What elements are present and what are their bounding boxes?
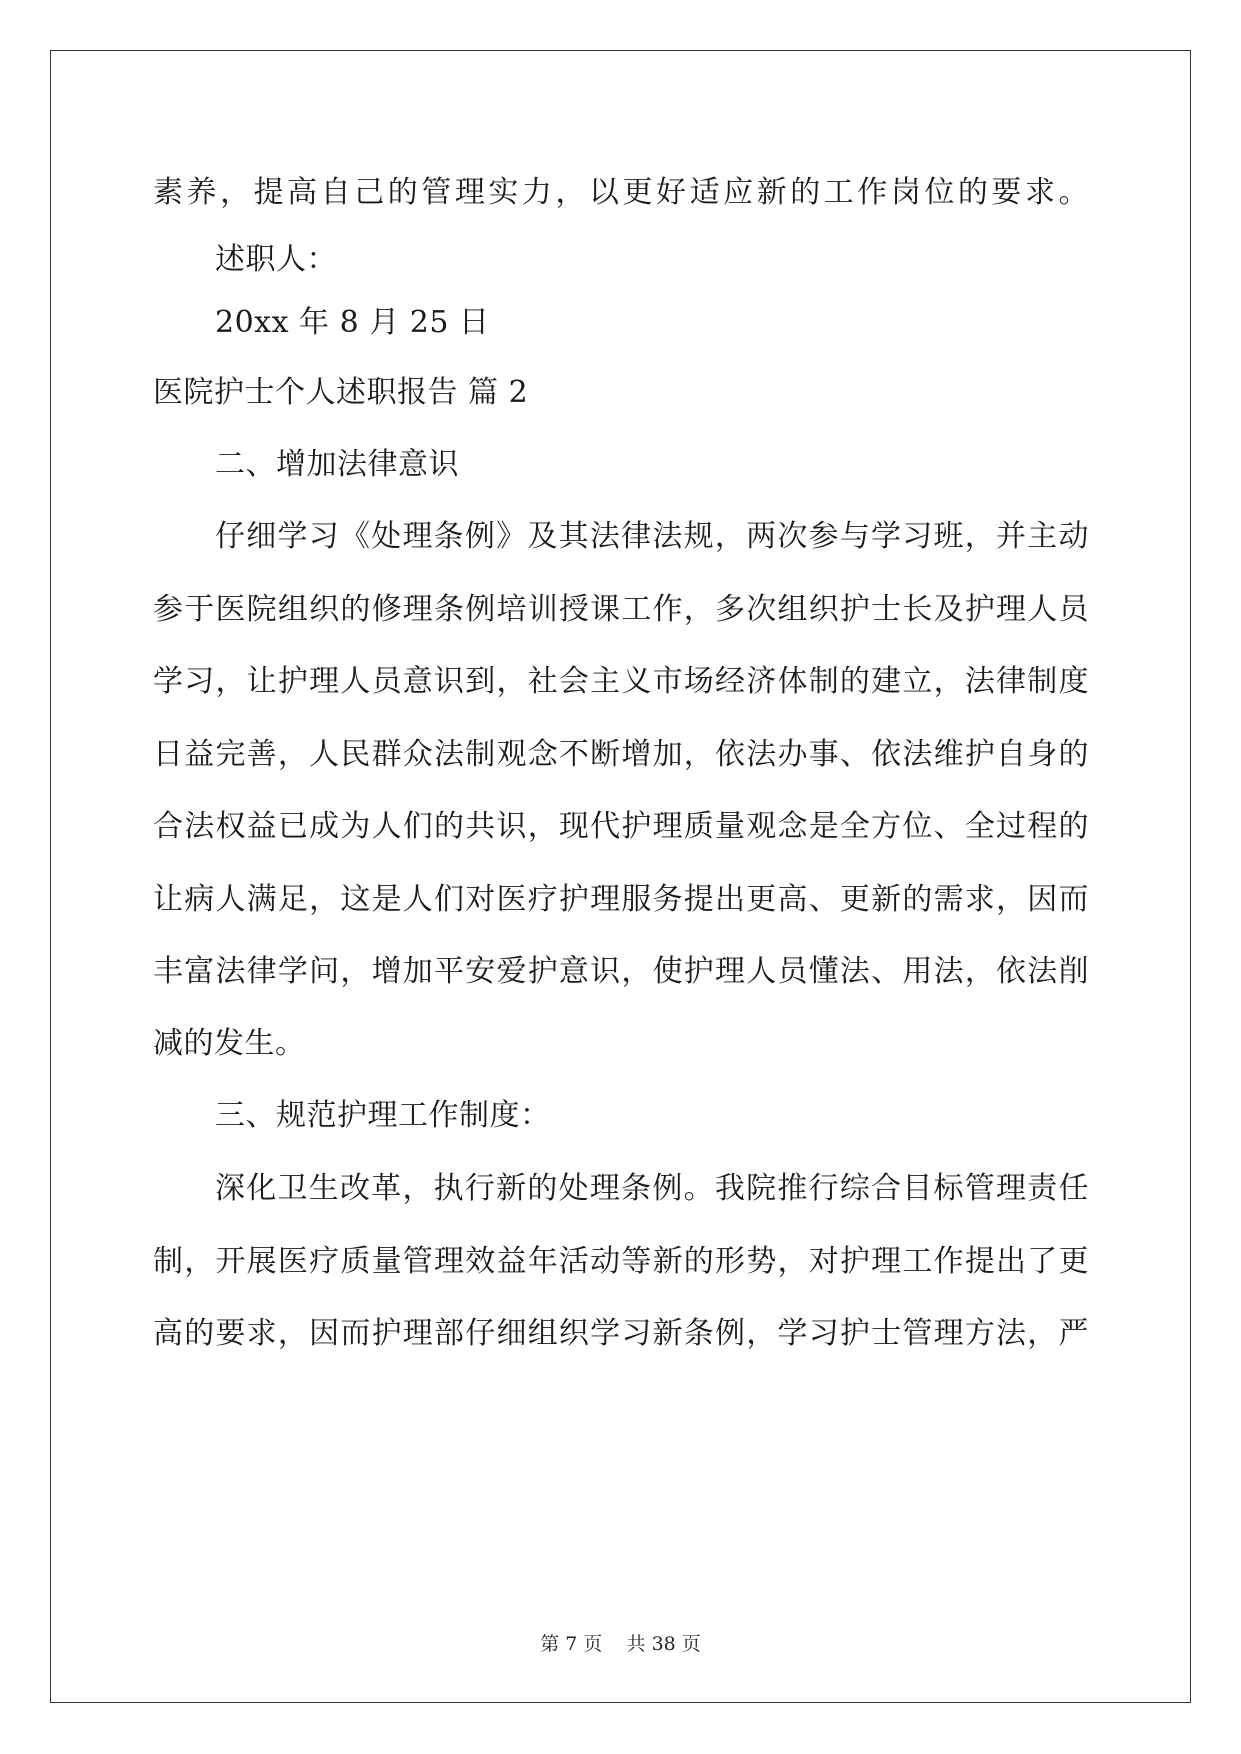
paragraph-line: 仔细学习《处理条例》及其法律法规，两次参与学习班，并主动 [215, 519, 1089, 554]
paragraph-line: 让病人满足，这是人们对医疗护理服务提出更高、更新的需求，因而 [153, 882, 1089, 917]
paragraph-line: 学习，让护理人员意识到，社会主义市场经济体制的建立，法律制度 [153, 664, 1089, 699]
section-heading: 三、规范护理工作制度： [215, 1098, 551, 1133]
paragraph-line: 合法权益已成为人们的共识，现代护理质量观念是全方位、全过程的 [153, 809, 1089, 844]
paragraph-line: 素养，提高自己的管理实力，以更好适应新的工作岗位的要求。 [153, 175, 1089, 210]
signature-label: 述职人： [215, 242, 337, 277]
paragraph-line: 减的发生。 [153, 1026, 306, 1061]
section-heading: 二、增加法律意识 [215, 447, 459, 482]
section-title: 医院护士个人述职报告 篇 2 [153, 375, 529, 410]
paragraph-line: 高的要求，因而护理部仔细组织学习新条例，学习护士管理方法，严 [153, 1316, 1089, 1351]
paragraph-line: 深化卫生改革，执行新的处理条例。我院推行综合目标管理责任 [215, 1171, 1089, 1206]
paragraph-line: 制，开展医疗质量管理效益年活动等新的形势，对护理工作提出了更 [153, 1244, 1089, 1279]
page-border [50, 50, 1191, 1703]
paragraph-line: 日益完善，人民群众法制观念不断增加，依法办事、依法维护自身的 [153, 737, 1089, 772]
paragraph-line: 丰富法律学问，增加平安爱护意识，使护理人员懂法、用法，依法削 [153, 954, 1089, 989]
signature-date: 20xx 年 8 月 25 日 [215, 305, 490, 340]
page-number: 第 7 页 共 38 页 [540, 1633, 701, 1655]
paragraph-line: 参于医院组织的修理条例培训授课工作，多次组织护士长及护理人员 [153, 592, 1089, 627]
